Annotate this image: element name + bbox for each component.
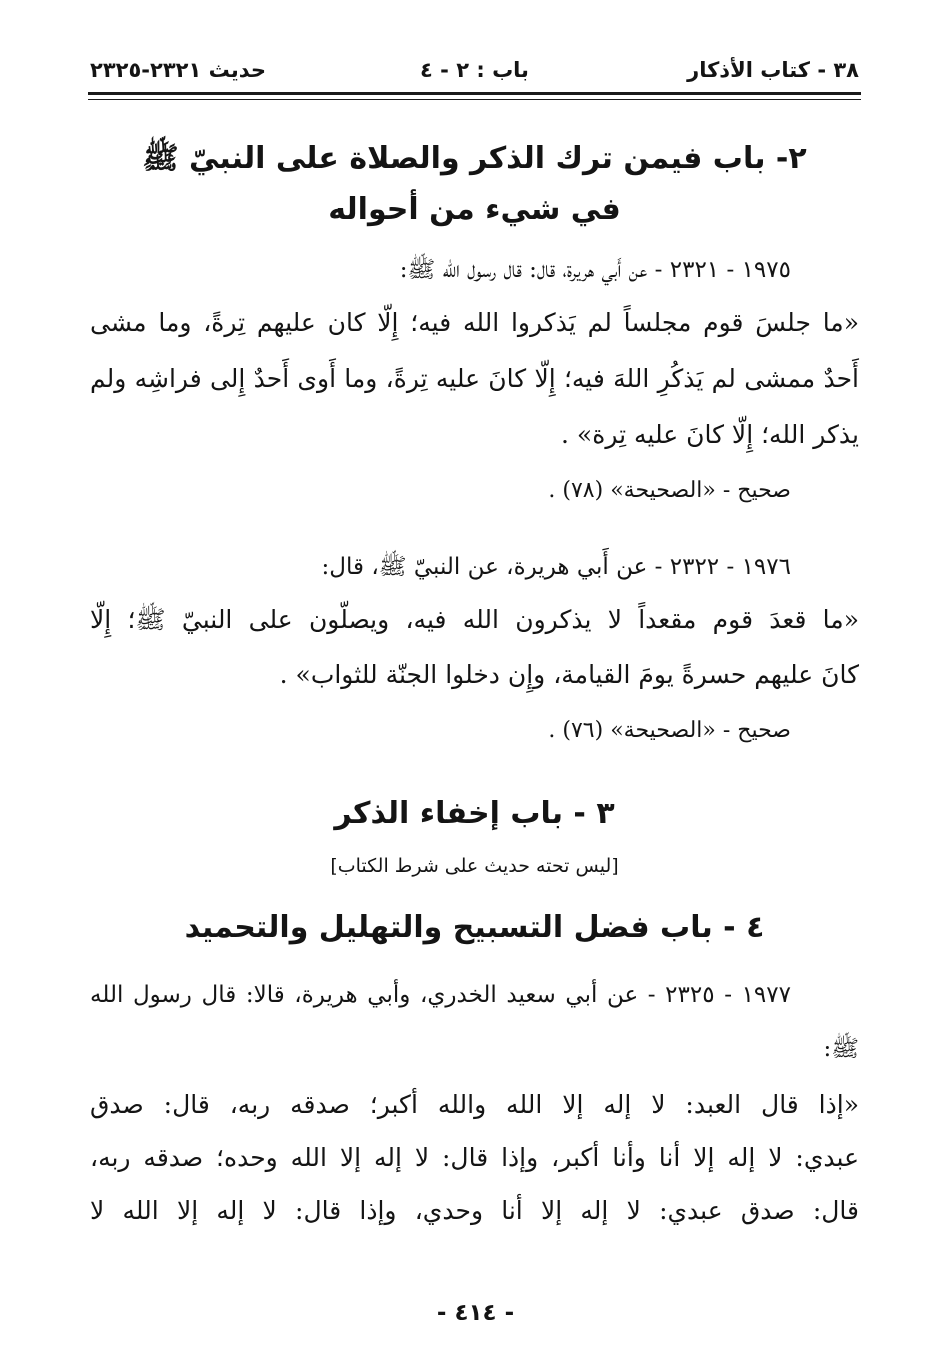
hadith-1977-text-line-2: عبدي: لا إله إلا أنا وأنا أكبر، وإذا قال: لا إله إلا الله وحده؛ صدقه ربه، xyxy=(90,1143,859,1172)
chapter-3-note: [ليس تحته حديث على شرط الكتاب] xyxy=(330,855,619,877)
header-rule-thin xyxy=(88,99,861,100)
chapter-range: باب : ٢ - ٤ xyxy=(420,58,529,82)
chapter-2-heading-line-1: ٢- باب فيمن ترك الذكر والصلاة على النبيّ ﷺ xyxy=(142,141,807,176)
chapter-2-heading-line-2: في شيء من أحواله xyxy=(328,192,621,227)
chapter-3-heading: ٣ - باب إخفاء الذكر xyxy=(334,796,615,831)
book-title: ٣٨ - كتاب الأذكار xyxy=(687,58,859,82)
hadith-1977-text-line-1: «إذا قال العبد: لا إله إلا الله والله أكبر؛ صدقه ربه، قال: صدق xyxy=(90,1090,859,1119)
hadith-1977-intro-line-2: ﷺ: xyxy=(823,1036,859,1062)
header-rule-thick xyxy=(88,92,861,95)
hadith-1975-grading: صحيح - «الصحيحة» (٧٨) . xyxy=(548,478,791,503)
hadith-1975-intro: ١٩٧٥ - ٢٣٢١ - عن أَبي هريرة، قال: قال رسول الله ﷺ: xyxy=(399,257,791,283)
hadith-1976-grading: صحيح - «الصحيحة» (٧٦) . xyxy=(548,718,791,743)
hadith-1976-text-line-2: كانَ عليهم حسرةً يومَ القيامة، وإِن دخلوا الجنّة للثواب» . xyxy=(279,660,859,689)
hadith-1975-text-line-2: أَحدٌ ممشى لم يَذكُرِ اللهَ فيه؛ إِلّا كانَ عليه تِرةً، وما أَوى أَحدٌ إِلى فراشِه ولم xyxy=(90,364,859,393)
hadith-range: حديث ٢٣٢١-٢٣٢٥ xyxy=(90,58,266,82)
hadith-1977-text-line-3: قال: صدق عبدي: لا إله إلا أنا وحدي، وإذا قال: لا إله إلا الله لا xyxy=(90,1196,859,1225)
hadith-1975-text-line-3: يذكر الله؛ إِلّا كانَ عليه تِرة» . xyxy=(561,420,859,449)
page-number: - ٤١٤ - xyxy=(436,1300,515,1326)
hadith-1975-text-line-1: «ما جلسَ قوم مجلساً لم يَذكروا الله فيه؛ إِلّا كان عليهم تِرةً، وما مشى xyxy=(90,308,859,337)
hadith-1976-intro: ١٩٧٦ - ٢٣٢٢ - عن أَبي هريرة، عن النبيّ ﷺ، قال: xyxy=(321,554,791,580)
hadith-1976-text-line-1: «ما قعدَ قوم مقعداً لا يذكرون الله فيه، ويصلّون على النبيّ ﷺ؛ إِلّا xyxy=(90,605,859,634)
running-header xyxy=(90,52,859,92)
chapter-4-heading: ٤ - باب فضل التسبيح والتهليل والتحميد xyxy=(184,910,765,945)
hadith-1977-intro-line-1: ١٩٧٧ - ٢٣٢٥ - عن أبي سعيد الخدري، وأبي هريرة، قالا: قال رسول الله xyxy=(90,982,791,1008)
